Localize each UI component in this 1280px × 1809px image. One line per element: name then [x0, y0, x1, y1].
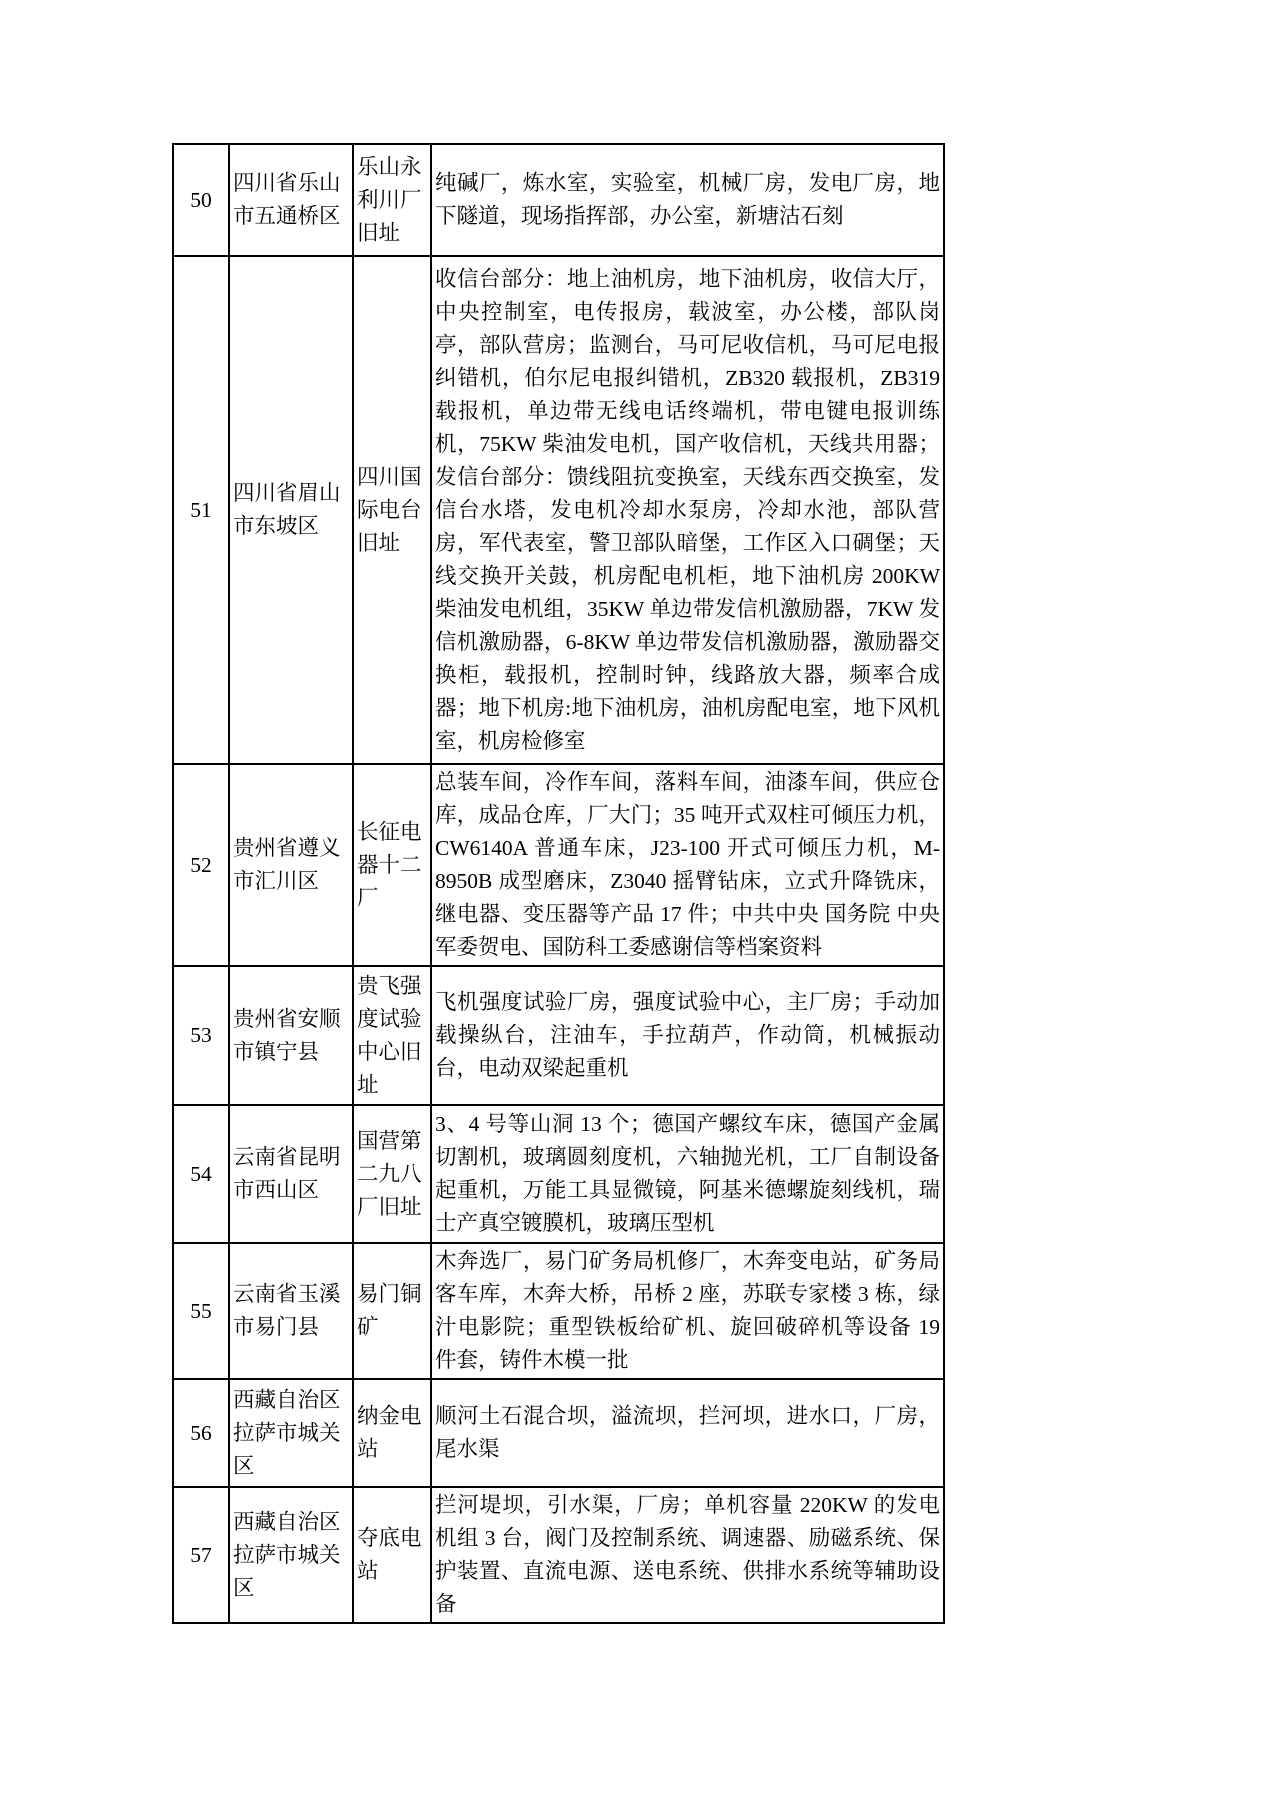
table-row	[173, 256, 944, 764]
location-cell: 四川省乐山市五通桥区	[229, 144, 353, 256]
location-cell: 贵州省遵义市汇川区	[229, 764, 353, 966]
table-row	[173, 966, 944, 1105]
description-cell: 3、4 号等山洞 13 个；德国产螺纹车床，德国产金属切割机，玻璃圆刻度机，六轴抛光机，工厂自制设备起重机，万能工具显微镜，阿基米德螺旋刻线机，瑞士产真空镀膜机，玻璃压型机	[431, 1105, 944, 1243]
table-row	[173, 144, 944, 256]
row-number-cell: 57	[173, 1487, 229, 1623]
site-name-cell: 四川国际电台旧址	[353, 256, 431, 764]
site-name-cell: 长征电器十二厂	[353, 764, 431, 966]
table-row	[173, 1243, 944, 1379]
site-name-cell: 国营第二九八厂旧址	[353, 1105, 431, 1243]
site-name-cell: 纳金电站	[353, 1379, 431, 1487]
table-row	[173, 1487, 944, 1623]
description-cell: 纯碱厂，炼水室，实验室，机械厂房，发电厂房，地下隧道，现场指挥部，办公室，新塘沽石刻	[431, 144, 944, 256]
location-cell: 贵州省安顺市镇宁县	[229, 966, 353, 1105]
heritage-sites-table	[172, 143, 945, 1624]
description-cell: 飞机强度试验厂房，强度试验中心，主厂房；手动加载操纵台，注油车，手拉葫芦，作动筒，机械振动台，电动双梁起重机	[431, 966, 944, 1105]
row-number-cell: 52	[173, 764, 229, 966]
row-number-cell: 51	[173, 256, 229, 764]
table-row	[173, 764, 944, 966]
site-name-cell: 乐山永利川厂旧址	[353, 144, 431, 256]
location-cell: 云南省玉溪市易门县	[229, 1243, 353, 1379]
location-cell: 西藏自治区拉萨市城关区	[229, 1379, 353, 1487]
row-number-cell: 50	[173, 144, 229, 256]
table-row	[173, 1105, 944, 1243]
location-cell: 西藏自治区拉萨市城关区	[229, 1487, 353, 1623]
description-cell: 收信台部分：地上油机房，地下油机房，收信大厅，中央控制室，电传报房，载波室，办公楼，部队岗亭，部队营房；监测台，马可尼收信机，马可尼电报纠错机，伯尔尼电报纠错机，ZB320 载报机，ZB319 载报机，单边带无线电话终端机，带电键电报训练机，75KW 柴油发电机，国产收信机，天线共用器；发信台部分：馈线阻抗变换室，天线东西交换室，发信台水塔，发电机冷却水泵房，冷却水池，部队营房，军代表室，警卫部队暗堡，工作区入口碉堡；天线交换开关鼓，机房配电机柜，地下油机房 200KW 柴油发电机组，35KW 单边带发信机激励器，7KW 发信机激励器，6-8KW 单边带发信机激励器，激励器交换柜，载报机，控制时钟，线路放大器，频率合成器；地下机房:地下油机房，油机房配电室，地下风机室，机房检修室	[431, 256, 944, 764]
description-cell: 总装车间，冷作车间，落料车间，油漆车间，供应仓库，成品仓库，厂大门；35 吨开式双柱可倾压力机，CW6140A 普通车床，J23-100 开式可倾压力机，M-8950B 成型磨床，Z3040 摇臂钻床，立式升降铣床，继电器、变压器等产品 17 件；中共中央 国务院 中央军委贺电、国防科工委感谢信等档案资料	[431, 764, 944, 966]
description-cell: 木奔选厂，易门矿务局机修厂，木奔变电站，矿务局客车库，木奔大桥，吊桥 2 座，苏联专家楼 3 栋，绿汁电影院；重型铁板给矿机、旋回破碎机等设备 19 件套，铸件木模一批	[431, 1243, 944, 1379]
site-name-cell: 易门铜矿	[353, 1243, 431, 1379]
row-number-cell: 55	[173, 1243, 229, 1379]
table-row	[173, 1379, 944, 1487]
description-cell: 顺河土石混合坝，溢流坝，拦河坝，进水口，厂房，尾水渠	[431, 1379, 944, 1487]
description-cell: 拦河堤坝，引水渠，厂房；单机容量 220KW 的发电机组 3 台，阀门及控制系统、调速器、励磁系统、保护装置、直流电源、送电系统、供排水系统等辅助设备	[431, 1487, 944, 1623]
row-number-cell: 54	[173, 1105, 229, 1243]
site-name-cell: 夺底电站	[353, 1487, 431, 1623]
site-name-cell: 贵飞强度试验中心旧址	[353, 966, 431, 1105]
location-cell: 云南省昆明市西山区	[229, 1105, 353, 1243]
location-cell: 四川省眉山市东坡区	[229, 256, 353, 764]
row-number-cell: 56	[173, 1379, 229, 1487]
row-number-cell: 53	[173, 966, 229, 1105]
